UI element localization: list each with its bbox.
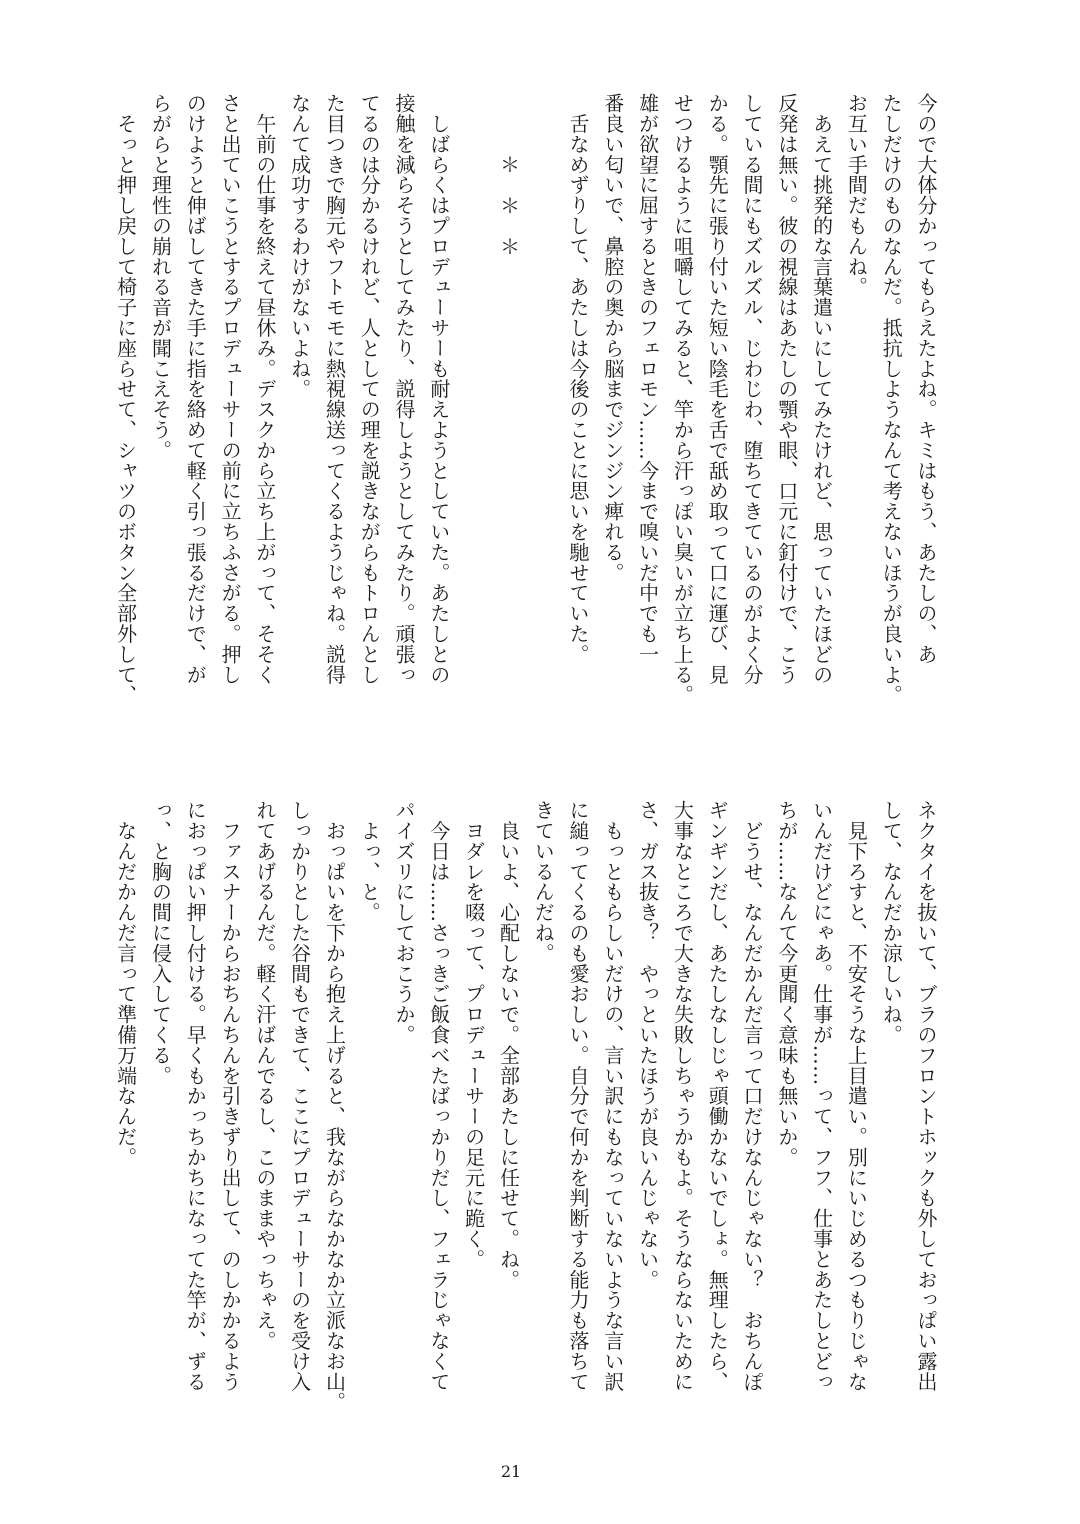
- text-line: 午前の仕事を終えて昼休み。デスクから立ち上がって、そそく: [252, 93, 277, 685]
- text-line: いんだけどにゃあ。仕事が……って、フフ、仕事とあたしとどっ: [809, 800, 834, 1392]
- text-line: そっと押し戻して椅子に座らせて、シャツのボタン全部外して、: [113, 93, 138, 705]
- text-line: に縋ってくるのも愛おしい。自分で何かを判断する能力も落ちて: [566, 800, 591, 1392]
- text-line: かる。顎先に張り付いた短い陰毛を舌で舐め取って口に運び、見: [705, 93, 730, 685]
- text-line: さと出ていこうとするプロデューサーの前に立ちふさがる。押し: [218, 93, 243, 685]
- text-line: ＊ ＊ ＊: [496, 93, 521, 257]
- text-line: して、なんだか涼しいね。: [879, 800, 904, 1045]
- text-line: [456, 93, 491, 743]
- text-line: た目つきで胸元やフトモモに熱視線送ってくるようじゃね。説得: [322, 93, 347, 685]
- text-line: 良いよ、心配しないで。全部あたしに任せて。ね。: [496, 800, 521, 1290]
- text-line: っ、と胸の間に侵入してくる。: [148, 800, 173, 1086]
- text-line: している間にもズルズル、じわじわ、堕ちてきているのがよく分: [740, 93, 765, 685]
- text-line: らがらと理性の崩れる音が聞こえそう。: [148, 93, 173, 461]
- text-line: ちが……なんて今更聞く意味も無いか。: [774, 800, 799, 1168]
- text-line: 大事なところで大きな失敗しちゃうかもよ。そうならないために: [670, 800, 695, 1392]
- text-line: しばらくはプロデューサーも耐えようとしていた。あたしとの: [426, 93, 451, 685]
- text-line: せつけるように咀嚼してみると、竿から汗っぽい臭いが立ち上る。: [670, 93, 695, 705]
- text-line: パイズリにしておこうか。: [392, 800, 417, 1045]
- text-line: よっ、と。: [357, 800, 382, 923]
- text-line: どうせ、なんだかんだ言って口だけなんじゃない？ おちんぽ: [740, 800, 765, 1392]
- text-line: あえて挑発的な言葉遣いにしてみたけれど、思っていたほどの: [809, 93, 834, 685]
- text-line: 舌なめずりして、あたしは今後のことに思いを馳せていた。: [566, 93, 591, 665]
- text-line: 雄が欲望に屈するときのフェロモン……今まで嗅いだ中でも一: [635, 93, 660, 665]
- text-line: おっぱいを下から抱え上げると、我ながらなかなか立派なお山。: [322, 800, 347, 1412]
- text-line: 見下ろすと、不安そうな上目遣い。別にいじめるつもりじゃな: [844, 800, 869, 1392]
- text-line: ヨダレを啜って、プロデューサーの足元に跪く。: [461, 800, 486, 1270]
- text-line: お互い手間だもんね。: [844, 93, 869, 297]
- text-line: 番良い匂いで、鼻腔の奥から脳までジンジン痺れる。: [600, 93, 625, 583]
- text-line: 反発は無い。彼の視線はあたしの顎や眼、口元に釘付けで、こう: [774, 93, 799, 685]
- text-line: もっともらしいだけの、言い訳にもなっていないような言い訳: [600, 800, 625, 1392]
- text-line: ファスナーからおちんちんを引きずり出して、のしかかるよう: [218, 800, 243, 1392]
- text-line: におっぱい押し付ける。早くもかっちかちになってた竿が、ずる: [183, 800, 208, 1392]
- text-line: [525, 93, 560, 743]
- text-line: てるのは分かるけれど、人としての理を説きながらもトロんとし: [357, 93, 382, 685]
- top-text-block: [108, 93, 943, 743]
- text-line: 今ので大体分かってもらえたよね。キミはもう、あたしの、あ: [914, 93, 938, 665]
- text-line: ギンギンだし、あたしなしじゃ頭働かないでしょ。無理したら、: [705, 800, 730, 1392]
- text-line: れてあげるんだ。軽く汗ばんでるし、このままやっちゃえ。: [252, 800, 277, 1351]
- text-line: なんて成功するわけがないよね。: [287, 93, 312, 399]
- text-line: なんだかんだ言って準備万端なんだ。: [113, 800, 138, 1168]
- page-number: 21: [500, 1462, 522, 1481]
- text-line: きているんだね。: [531, 800, 556, 964]
- text-line: たしだけのものなんだ。抵抗しようなんて考えないほうが良いよ。: [879, 93, 904, 705]
- text-line: 接触を減らそうとしてみたり、説得しようとしてみたり。頑張っ: [392, 93, 417, 685]
- text-line: のけようと伸ばしてきた手に指を絡めて軽く引っ張るだけで、が: [183, 93, 208, 685]
- text-line: ネクタイを抜いて、ブラのフロントホックも外しておっぱい露出: [914, 800, 938, 1392]
- text-line: 今日は……さっきご飯食べたばっかりだし、フェラじゃなくて: [426, 800, 451, 1392]
- text-line: しっかりとした谷間もできて、ここにプロデューサーのを受け入: [287, 800, 312, 1392]
- bottom-text-block: [108, 800, 943, 1450]
- text-line: さ、ガス抜き？ やっといたほうが良いんじゃない。: [635, 800, 660, 1290]
